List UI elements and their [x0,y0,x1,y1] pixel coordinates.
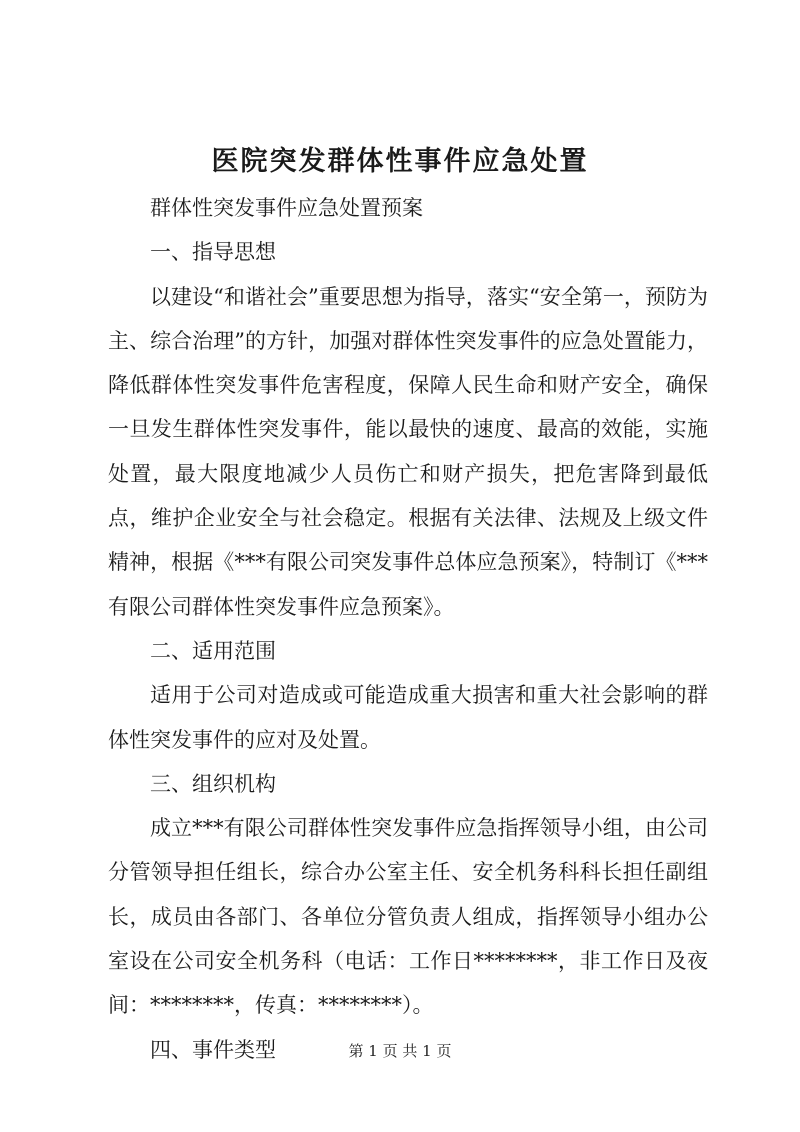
paragraph-organization: 成立***有限公司群体性突发事件应急指挥领导小组，由公司分管领导担任组长，综合办公室主任、安全机务科科长担任副组长，成员由各部门、各单位分管负责人组成，指挥领导小组办公室设在公司安全机务科（电话：工作日********，非工作日及夜间：********，传真：********）。 [108,816,708,1018]
document-title: 医院突发群体性事件应急处置 [211,146,589,177]
page-footer: 第 1 页 共 1 页 [348,1042,452,1060]
section-heading-organization: 三、组织机构 [150,771,276,796]
document-body [108,186,708,1072]
paragraph-scope: 适用于公司对造成或可能造成重大损害和重大社会影响的群体性突发事件的应对及处置。 [108,683,708,752]
section-heading-guiding-ideology: 一、指导思想 [150,240,276,265]
plan-subtitle: 群体性突发事件应急处置预案 [150,196,423,220]
section-heading-scope: 二、适用范围 [150,638,276,663]
paragraph-guiding-ideology: 以建设“和谐社会”重要思想为指导，落实“安全第一，预防为主、综合治理”的方针，加强对群体性突发事件的应急处置能力，降低群体性突发事件危害程度，保障人民生命和财产安全，确保一旦发生群体性突发事件，能以最快的速度、最高的效能，实施处置，最大限度地减少人员伤亡和财产损失，把危害降到最低点，维护企业安全与社会稳定。根据有关法律、法规及上级文件精神，根据《***有限公司突发事件总体应急预案》，特制订《***有限公司群体性突发事件应急预案》。 [108,284,708,619]
section-heading-event-types: 四、事件类型 [150,1037,276,1062]
